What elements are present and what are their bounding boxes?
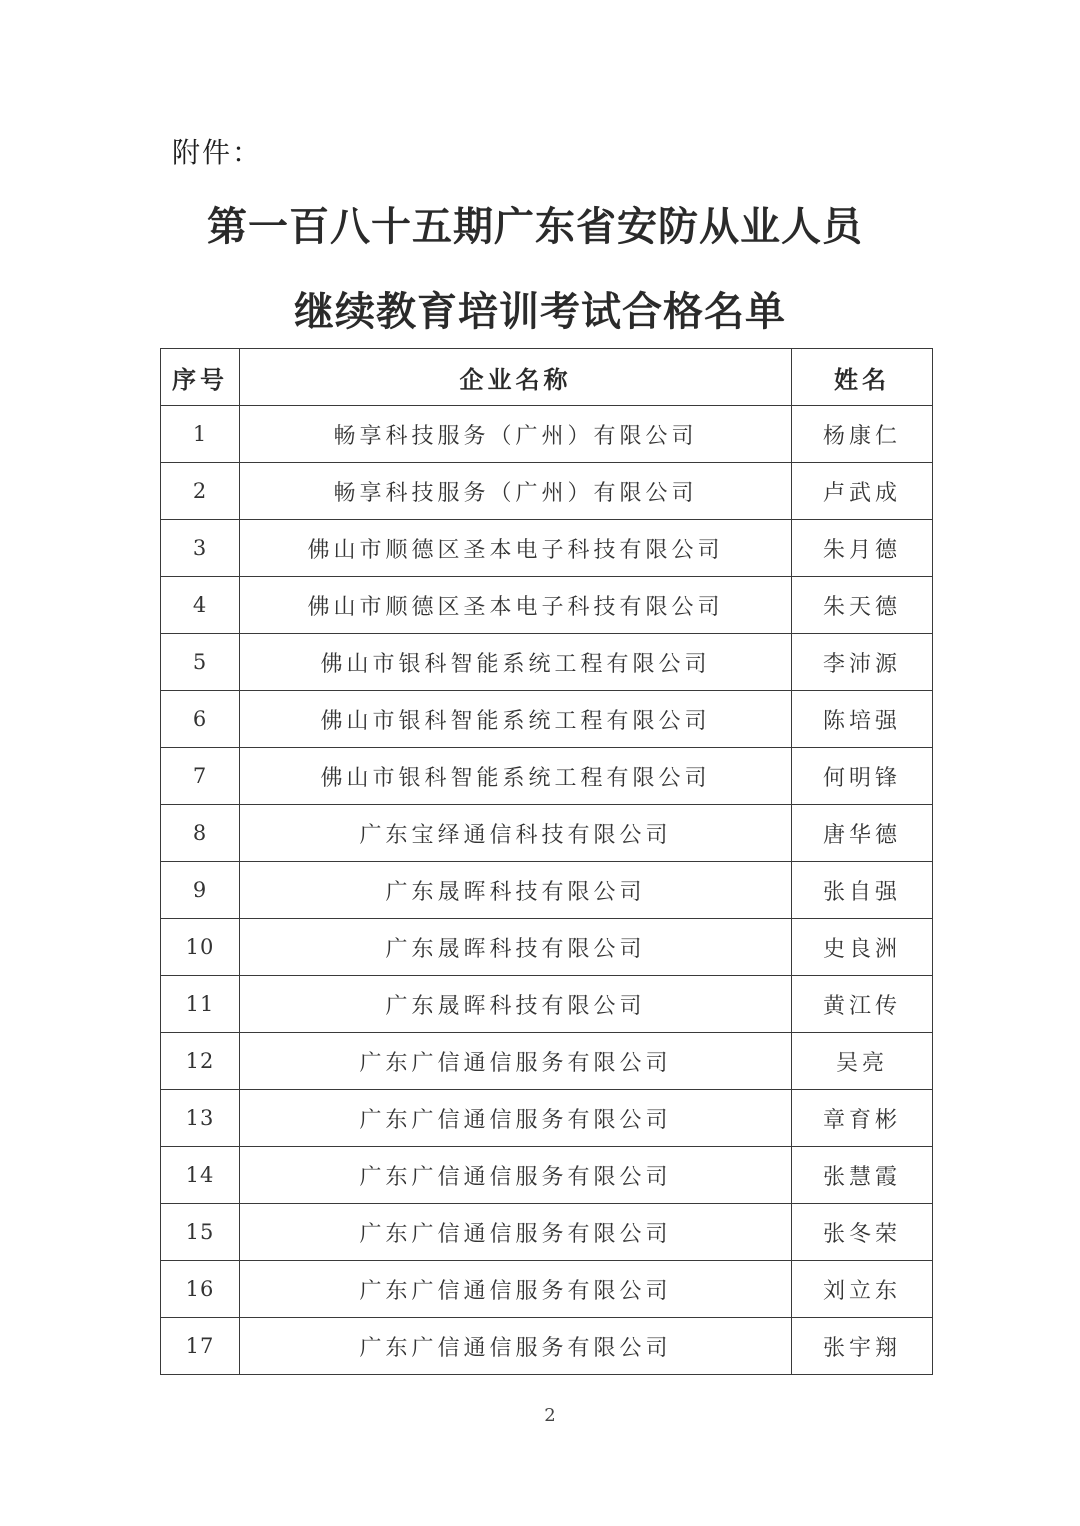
row-company-name: 广东广信通信服务有限公司 [240, 1204, 792, 1261]
row-serial-number: 9 [161, 862, 240, 919]
table-row [161, 1204, 933, 1261]
row-person-name: 唐华德 [792, 805, 933, 862]
table-row [161, 1261, 933, 1318]
row-serial-number: 4 [161, 577, 240, 634]
row-company-name: 广东广信通信服务有限公司 [240, 1090, 792, 1147]
row-company-name: 佛山市银科智能系统工程有限公司 [240, 691, 792, 748]
table-row [161, 406, 933, 463]
row-company-name: 广东广信通信服务有限公司 [240, 1033, 792, 1090]
row-company-name: 广东晟晖科技有限公司 [240, 862, 792, 919]
row-serial-number: 3 [161, 520, 240, 577]
row-serial-number: 17 [161, 1318, 240, 1375]
row-company-name: 广东晟晖科技有限公司 [240, 976, 792, 1033]
table-row [161, 1090, 933, 1147]
table-row [161, 463, 933, 520]
row-serial-number: 1 [161, 406, 240, 463]
row-serial-number: 2 [161, 463, 240, 520]
row-person-name: 李沛源 [792, 634, 933, 691]
row-company-name: 佛山市银科智能系统工程有限公司 [240, 634, 792, 691]
row-serial-number: 8 [161, 805, 240, 862]
row-person-name: 卢武成 [792, 463, 933, 520]
row-person-name: 朱月德 [792, 520, 933, 577]
page-number: 2 [544, 1405, 556, 1426]
row-person-name: 刘立东 [792, 1261, 933, 1318]
row-company-name: 畅享科技服务（广州）有限公司 [240, 463, 792, 520]
row-person-name: 章育彬 [792, 1090, 933, 1147]
table-body [161, 406, 933, 1375]
row-serial-number: 5 [161, 634, 240, 691]
row-serial-number: 15 [161, 1204, 240, 1261]
attachment-label: 附件： [172, 136, 263, 169]
row-person-name: 何明锋 [792, 748, 933, 805]
row-serial-number: 11 [161, 976, 240, 1033]
header-company-name: 企业名称 [240, 349, 792, 406]
row-serial-number: 14 [161, 1147, 240, 1204]
header-serial-number: 序号 [161, 349, 240, 406]
row-person-name: 张慧霞 [792, 1147, 933, 1204]
row-person-name: 吴亮 [792, 1033, 933, 1090]
table-row [161, 1147, 933, 1204]
table-row [161, 976, 933, 1033]
header-person-name: 姓名 [792, 349, 933, 406]
table-row [161, 691, 933, 748]
row-serial-number: 7 [161, 748, 240, 805]
row-person-name: 朱天德 [792, 577, 933, 634]
row-serial-number: 6 [161, 691, 240, 748]
row-company-name: 畅享科技服务（广州）有限公司 [240, 406, 792, 463]
row-person-name: 张冬荣 [792, 1204, 933, 1261]
qualified-list-table [160, 348, 933, 1375]
row-company-name: 广东晟晖科技有限公司 [240, 919, 792, 976]
table-row [161, 919, 933, 976]
table-row [161, 1318, 933, 1375]
table-row [161, 748, 933, 805]
row-company-name: 佛山市银科智能系统工程有限公司 [240, 748, 792, 805]
row-person-name: 陈培强 [792, 691, 933, 748]
document-title-line-2: 继续教育培训考试合格名单 [294, 288, 786, 335]
row-serial-number: 12 [161, 1033, 240, 1090]
table-row [161, 520, 933, 577]
table-row [161, 805, 933, 862]
row-person-name: 黄江传 [792, 976, 933, 1033]
row-company-name: 广东广信通信服务有限公司 [240, 1261, 792, 1318]
row-serial-number: 13 [161, 1090, 240, 1147]
row-person-name: 史良洲 [792, 919, 933, 976]
document-title-line-1: 第一百八十五期广东省安防从业人员 [207, 203, 863, 250]
row-company-name: 广东宝绎通信科技有限公司 [240, 805, 792, 862]
table-row [161, 862, 933, 919]
row-company-name: 佛山市顺德区圣本电子科技有限公司 [240, 520, 792, 577]
row-company-name: 广东广信通信服务有限公司 [240, 1147, 792, 1204]
row-person-name: 张宇翔 [792, 1318, 933, 1375]
table-row [161, 1033, 933, 1090]
row-serial-number: 10 [161, 919, 240, 976]
table-row [161, 577, 933, 634]
row-person-name: 杨康仁 [792, 406, 933, 463]
row-serial-number: 16 [161, 1261, 240, 1318]
row-person-name: 张自强 [792, 862, 933, 919]
table-header-row [161, 349, 933, 406]
row-company-name: 佛山市顺德区圣本电子科技有限公司 [240, 577, 792, 634]
row-company-name: 广东广信通信服务有限公司 [240, 1318, 792, 1375]
table-row [161, 634, 933, 691]
